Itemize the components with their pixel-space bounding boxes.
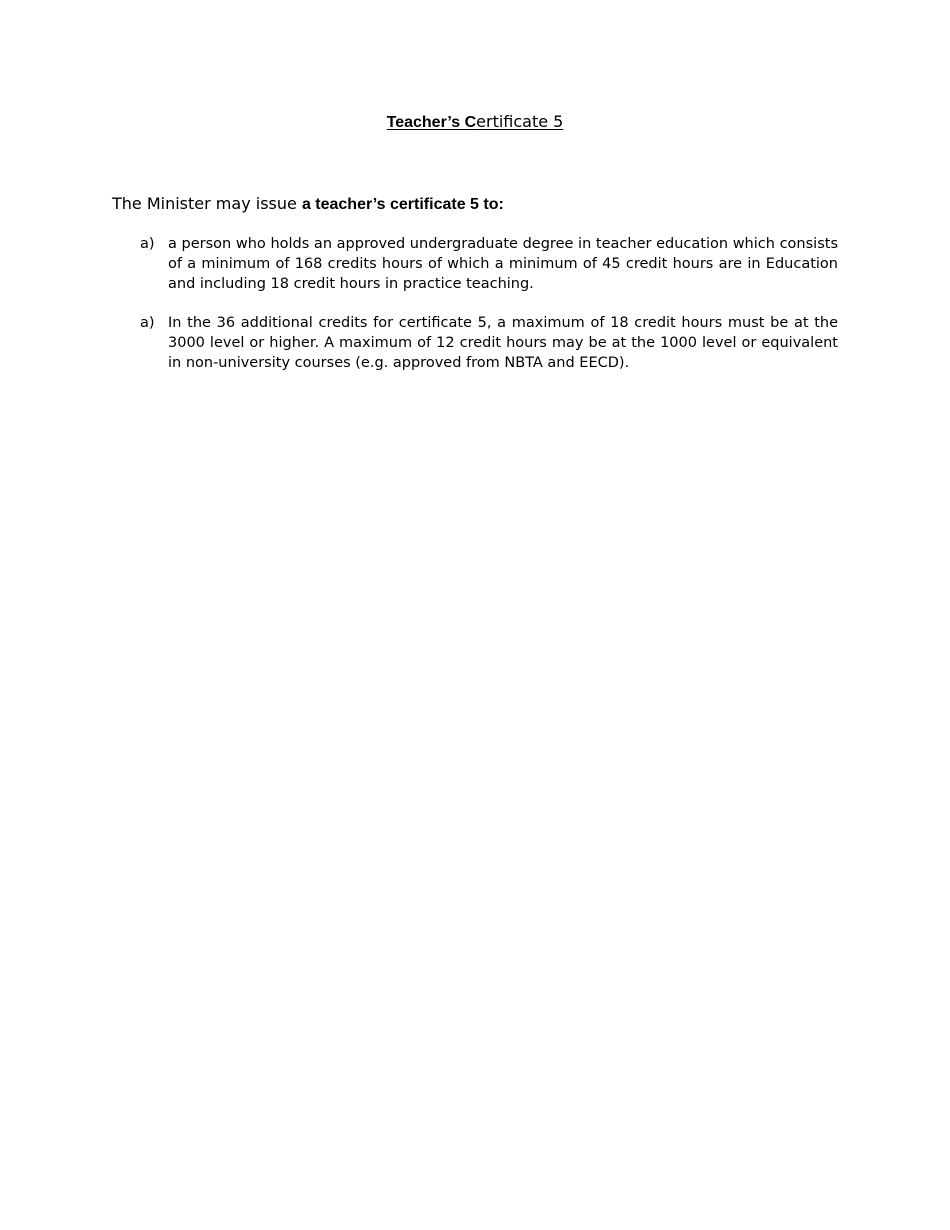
list-item [140,313,838,373]
intro-bold-text: a teacher’s certificate 5 to: [301,196,504,213]
title-plain-text: ertificate 5 [476,112,564,131]
document-title [0,112,950,133]
list-item [140,234,838,294]
list-item-marker: a) [140,315,155,331]
intro-plain-text: The Minister may issue [112,194,302,213]
list-item-text: In the 36 additional credits for certificate 5, a maximum of 18 credit hours must be at the 3000 level or higher. A maximum of 12 credit hours may be at the 1000 level or equivalent in non-university courses (e.g. approved from NBTA and EECD). [168,315,838,371]
intro-paragraph [112,194,842,215]
list-item-marker: a) [140,236,155,252]
list-item-text: a person who holds an approved undergraduate degree in teacher education which consists of a minimum of 168 credits hours of which a minimum of 45 credit hours are in Education and including 18 credit hours in practice teaching. [168,236,838,292]
title-bold-text: Teacher’s C [386,114,477,131]
